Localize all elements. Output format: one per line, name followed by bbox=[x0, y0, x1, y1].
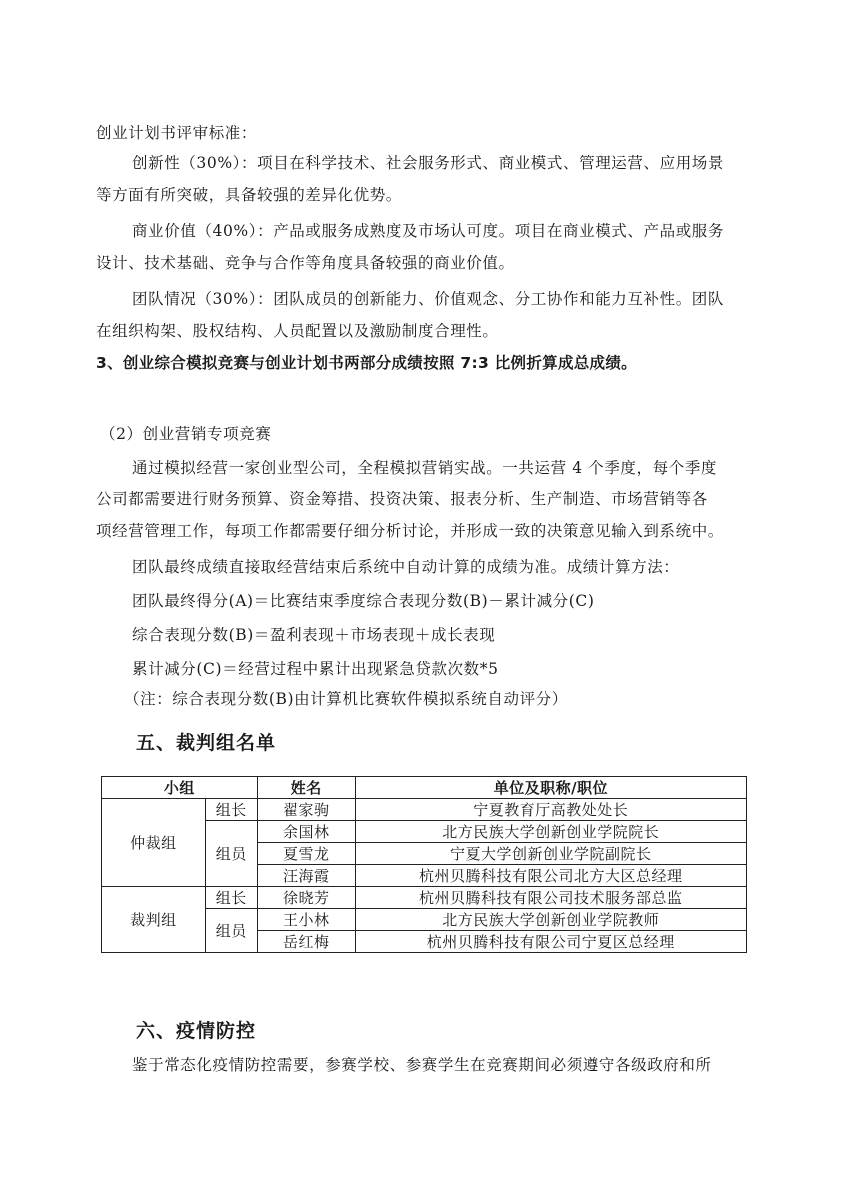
formula-deduction: 累计减分(C)＝经营过程中累计出现紧急贷款次数*5 bbox=[132, 660, 499, 678]
role-member: 组员 bbox=[205, 821, 257, 887]
member-unit: 北方民族大学创新创业学院教师 bbox=[355, 909, 746, 931]
member-unit: 杭州贝腾科技有限公司北方大区总经理 bbox=[355, 865, 746, 887]
member-unit: 宁夏教育厅高教处处长 bbox=[355, 799, 746, 821]
formula-note: （注：综合表现分数(B)由计算机比赛软件模拟系统自动评分） bbox=[124, 690, 568, 708]
criteria-innovation-line1: 创新性（30%）：项目在科学技术、社会服务形式、商业模式、管理运营、应用场景 bbox=[132, 154, 725, 172]
criteria-innovation-line2: 等方面有所突破，具备较强的差异化优势。 bbox=[96, 186, 402, 204]
header-name: 姓名 bbox=[257, 777, 355, 799]
marketing-para-line1: 通过模拟经营一家创业型公司，全程模拟营销实战。一共运营 4 个季度，每个季度 bbox=[132, 459, 718, 477]
member-name: 余国林 bbox=[257, 821, 355, 843]
role-member: 组员 bbox=[205, 909, 257, 953]
plan-criteria-title: 创业计划书评审标准： bbox=[96, 124, 258, 142]
criteria-business-line1: 商业价值（40%）：产品或服务成熟度及市场认可度。项目在商业模式、产品或服务 bbox=[132, 222, 725, 240]
member-unit: 北方民族大学创新创业学院院长 bbox=[355, 821, 746, 843]
criteria-business-line2: 设计、技术基础、竞争与合作等角度具备较强的商业价值。 bbox=[96, 254, 515, 272]
member-name: 王小林 bbox=[257, 909, 355, 931]
epidemic-para-line1: 鉴于常态化疫情防控需要，参赛学校、参赛学生在竞赛期间必须遵守各级政府和所 bbox=[132, 1056, 712, 1074]
role-leader: 组长 bbox=[205, 799, 257, 821]
header-group: 小组 bbox=[102, 777, 258, 799]
role-leader: 组长 bbox=[205, 887, 257, 909]
member-name: 翟家驹 bbox=[257, 799, 355, 821]
formula-composite-score: 综合表现分数(B)＝盈利表现＋市场表现＋成长表现 bbox=[132, 626, 496, 644]
formula-final-score: 团队最终得分(A)＝比赛结束季度综合表现分数(B)－累计减分(C) bbox=[132, 592, 595, 610]
table-row bbox=[102, 799, 747, 821]
section-5-title: 五、裁判组名单 bbox=[136, 732, 277, 754]
marketing-para-line3: 项经营管理工作，每项工作都需要仔细分析讨论，并形成一致的决策意见输入到系统中。 bbox=[96, 522, 724, 540]
marketing-score-method: 团队最终成绩直接取经营结束后系统中自动计算的成绩为准。成绩计算方法： bbox=[132, 558, 680, 576]
member-name: 汪海霞 bbox=[257, 865, 355, 887]
member-unit: 杭州贝腾科技有限公司宁夏区总经理 bbox=[355, 931, 746, 953]
criteria-team-line1: 团队情况（30%）：团队成员的创新能力、价值观念、分工协作和能力互补性。团队 bbox=[132, 290, 725, 308]
point-3-total-score: 3、创业综合模拟竞赛与创业计划书两部分成绩按照 7:3 比例折算成总成绩。 bbox=[96, 354, 637, 372]
member-name: 徐晓芳 bbox=[257, 887, 355, 909]
table-header-row bbox=[102, 777, 747, 799]
member-unit: 杭州贝腾科技有限公司技术服务部总监 bbox=[355, 887, 746, 909]
member-name: 夏雪龙 bbox=[257, 843, 355, 865]
judges-table bbox=[101, 776, 747, 953]
member-unit: 宁夏大学创新创业学院副院长 bbox=[355, 843, 746, 865]
criteria-team-line2: 在组织构架、股权结构、人员配置以及激励制度合理性。 bbox=[96, 322, 499, 340]
group-arbitration: 仲裁组 bbox=[102, 799, 206, 887]
header-unit: 单位及职称/职位 bbox=[355, 777, 746, 799]
marketing-para-line2: 公司都需要进行财务预算、资金筹措、投资决策、报表分析、生产制造、市场营销等各 bbox=[96, 490, 708, 508]
table-row bbox=[102, 887, 747, 909]
member-name: 岳红梅 bbox=[257, 931, 355, 953]
group-judges: 裁判组 bbox=[102, 887, 206, 953]
marketing-title: （2）创业营销专项竞赛 bbox=[100, 425, 272, 443]
section-6-title: 六、疫情防控 bbox=[136, 1020, 257, 1042]
